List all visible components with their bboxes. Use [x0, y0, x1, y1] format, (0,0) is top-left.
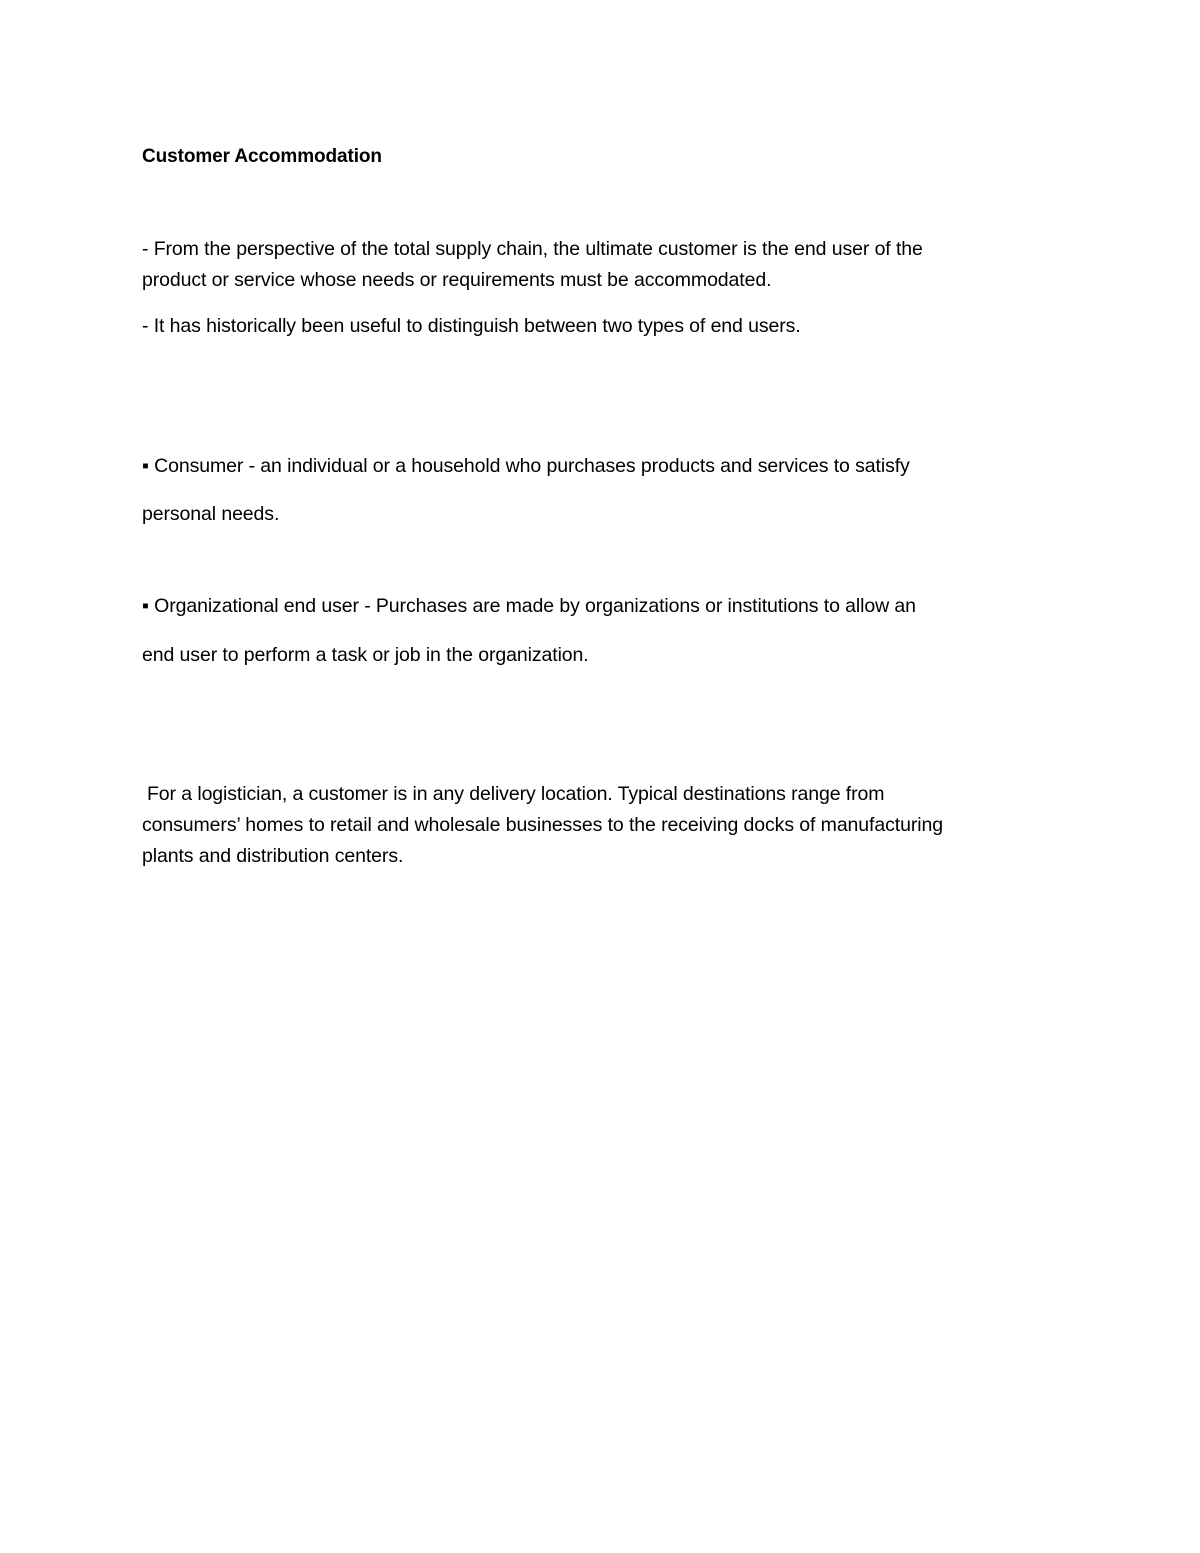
bullet-organizational-line-1: ▪ Organizational end user - Purchases are made by organizations or institutions to allow an: [142, 595, 916, 617]
paragraph-2: - It has historically been useful to distinguish between two types of end users.: [142, 315, 801, 337]
paragraph-1-line-2: product or service whose needs or requirements must be accommodated.: [142, 269, 772, 291]
paragraph-1-line-1: - From the perspective of the total supply chain, the ultimate customer is the end user of the: [142, 238, 923, 260]
bullet-consumer-line-2: personal needs.: [142, 503, 280, 525]
bullet-consumer-line-1: ▪ Consumer - an individual or a household who purchases products and services to satisfy: [142, 455, 910, 477]
final-paragraph-line-1: For a logistician, a customer is in any delivery location. Typical destinations range from: [147, 783, 885, 805]
final-paragraph-line-2: consumers’ homes to retail and wholesale businesses to the receiving docks of manufacturing: [142, 814, 943, 836]
document-title: Customer Accommodation: [142, 146, 382, 167]
bullet-organizational-line-2: end user to perform a task or job in the organization.: [142, 644, 589, 666]
final-paragraph-line-3: plants and distribution centers.: [142, 845, 404, 867]
